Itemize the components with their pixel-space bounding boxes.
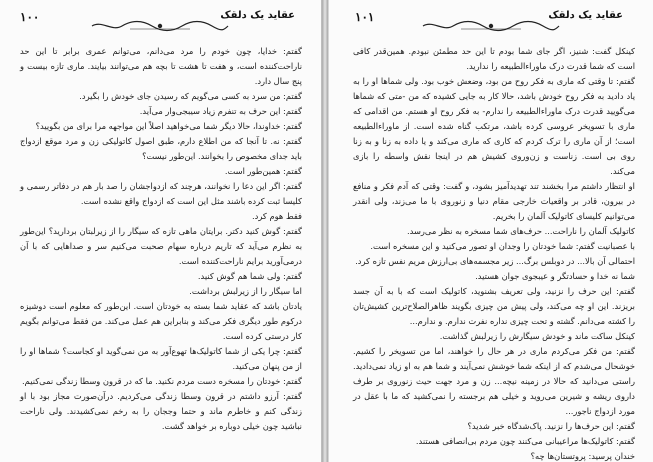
paragraph: با عصبانیت گفتم: شما خودتان را وجدان او تصور می‌کنید و این مسخره است. bbox=[370, 241, 635, 251]
paragraph: گفتم: این حرف‌ها را نزنید. پاک‌شدگاه خبر شدید؟ bbox=[467, 421, 635, 431]
body-text bbox=[353, 44, 635, 462]
paragraph: گفتم: خداوندا، حالا دیگر شما می‌خواهید اصلاً این مواجهه مرا برای من بگویید؟ bbox=[35, 121, 302, 131]
paragraph: گفتم: چرا یکی از شما کاتولیک‌ها تهوع‌آور به من نمی‌گوید او کجاست؟ شما‌ها او را از من پنهان می‌کنید. bbox=[20, 346, 302, 371]
paragraph: شما نه خدا و حسادتگر و عیبجوی جوان هستید. bbox=[475, 271, 635, 281]
paragraph: گفتم: آرزو داشتم در قرون وسطا زندگی می‌کردیم. درآن‌صورت مجاز بود با او زندگی کنم و خاطرم ماند و حتما وججان را به رخم نمی‌کشیدند. ولی ناراحت نباشید چون خیلی دوباره بر خواهد گشت. bbox=[20, 391, 302, 431]
paragraph: خندان پرسید: پروتستان‌ها چه؟ bbox=[530, 451, 635, 461]
paragraph: احتمالی آن بالا... در دوبلس برگ... زیر مجسمه‌های بی‌ارزش مریم نفس تازه کرد. bbox=[355, 256, 635, 266]
page-number: ۱۰۱ bbox=[355, 10, 375, 24]
paragraph: گفتم: خدایا، چون خودم را مرد می‌دانم، می‌توانم عمری برابر تا این حد ناراحت‌کننده است، و هفت تا هشت تا بچه هم می‌توانند بیایند. ماری تازه بیست و پنج سال دارد. bbox=[20, 46, 302, 86]
paragraph: کینکل ساکت ماند و خودش سیگارش را زیرلبش گذاشت. bbox=[439, 331, 635, 341]
paragraph: گفتم: اگر این دعا را نخوانند، هرچند که ازدواجشان را صد بار هم در دفاتر رسمی و کلیسا ثبت کرده باشند مثل این است که ازدواج واقع نشده است. bbox=[20, 181, 302, 206]
paragraph: گفتم: این حرف را نزنید، ولی تعریف بشنوید، کاتولیک است که با به آن جسد بریزند. این او چه می‌کند، ولی پیش من چیزی بگویند ظاهر‌الصلاح‌ترین کشیش‌تان را کشته می‌دانم. گشته و تحت چیزی نداره نفرت ندارم. و ندارم... bbox=[353, 286, 635, 326]
paragraph: فقط هوم کرد. bbox=[252, 211, 302, 221]
paragraph: گفتم: من فکر می‌کردم ماری در هر حال را خواهند، اما من تسویخر را کشیم. خوشحال می‌شدم که از اینکه شما خوشش نمی‌آیند و شما هم به او زیاد نمی‌دادید. راستی می‌دانید که حالا در زمینه نیچه... زن و مرد جهت حیث زنوروی بر طرف داروی ریشه و شیرین می‌روید و خیلی هم برجسته را نمی‌کشید که ما با عقل در مورد ازدواج ناجور... bbox=[353, 346, 635, 416]
paragraph: گفتم: نه. تا آنجا که من اطلاع دارم، طبق اصول کاتولیکی زن و مرد موقع ازدواج باید جدای مخصوص را بخوانند. این‌طور نیست؟ bbox=[20, 136, 302, 161]
paragraph: گفتم: همین‌طور است. bbox=[224, 166, 302, 176]
paragraph: گفتم: خودتان را مسخره دست مردم نکنید. ما که در قرون وسطا زندگی نمی‌کنیم. bbox=[22, 376, 302, 386]
running-title: عقاید یک دلقک bbox=[220, 10, 295, 21]
paragraph: گفتم: تا وقتی که ماری به فکر روح من بود، وضعش خوب بود. ولی شماها او را به یاد دادید به فکر روح خودش باشد، حالا کار به جایی کشیده که من -متی که شماها می‌گویید قدرت درک ماوراءالطبیعه را ندارم- به فکر روح او هستم. من اقدامی که ماری با تسویخر عروسی کرده باشد، مرتکب گناه شده است. از ماوراءالطبیعه است؛ از آن ماری را ترک کردم که کاری که ماری می‌کند و یا داده به زنا و به زنا روی بی است. زناست و زن‌وروی کشیش هم در اینجا نقش واسطه را بازی می‌کند. bbox=[353, 76, 635, 176]
paragraph: او انتظار داشتم مرا بخشند تند تهدیدآمیز بشود، و گفت: وقتی که آدم فکر و منافع در بیرون، قادر بر واقعیات خارجی مقام دنیا و زنوروی با ما می‌زند، ولی انقدر می‌توانیم کلیسای کاتولیک آلمان را بخریم. bbox=[353, 181, 635, 221]
left-page bbox=[0, 0, 322, 462]
right-page bbox=[328, 0, 653, 462]
header-ornament bbox=[421, 20, 561, 32]
paragraph: کاتولیک آلمان را ناراحت... حرف‌های شما مسخره به نظر می‌رسد. bbox=[406, 226, 635, 236]
page-number: ۱۰۰ bbox=[20, 10, 40, 24]
running-title: عقاید یک دلقک bbox=[548, 10, 623, 21]
paragraph: گفتم: من سرد به کسی می‌گویم که رسیدن جای خودش را بگیرد. bbox=[79, 91, 302, 101]
header-ornament bbox=[90, 20, 230, 32]
paragraph: گفتم: این حرف به تنفرم زیاد سیبجی‌وار می‌آید. bbox=[139, 106, 302, 116]
paragraph: گفتم: ولی شما هم گوش کنید. bbox=[197, 271, 302, 281]
body-text bbox=[20, 44, 302, 434]
paragraph: گفتم: گوش کنید دکتر. برایتان ماهی تازه که سیگار را از زیرلبتان بردارید؟ این‌طور به نظرم می‌آید که تاریم درباره سهام صحبت می‌کنیم سر و صداهایی که با آن درمی‌آورید برایم ناراحت‌کننده است. bbox=[20, 226, 302, 266]
paragraph: گفتم: کاتولیک‌ها مراعیبانی می‌کنند چون مردم بی‌انصافی هستند. bbox=[415, 436, 635, 446]
paragraph: کینکل گفت: شنیز، اگر جای شما بودم تا این حد مطمئن نبودم. همین‌قدر کافی است که شما قدرت درک ماوراءالطبیعه را ندارید. bbox=[353, 46, 635, 71]
paragraph: اما سیگار را از زیرلبش برداشت. bbox=[189, 286, 302, 296]
paragraph: یادتان باشد که عقاید شما بسته به خودتان است. این‌طور که معلوم است دوشیزه درکوم طور دیگری فکر می‌کند و بنابراین هم عمل می‌کند. من فقط می‌توانم بگویم کار درستی کرده است. bbox=[20, 301, 302, 341]
